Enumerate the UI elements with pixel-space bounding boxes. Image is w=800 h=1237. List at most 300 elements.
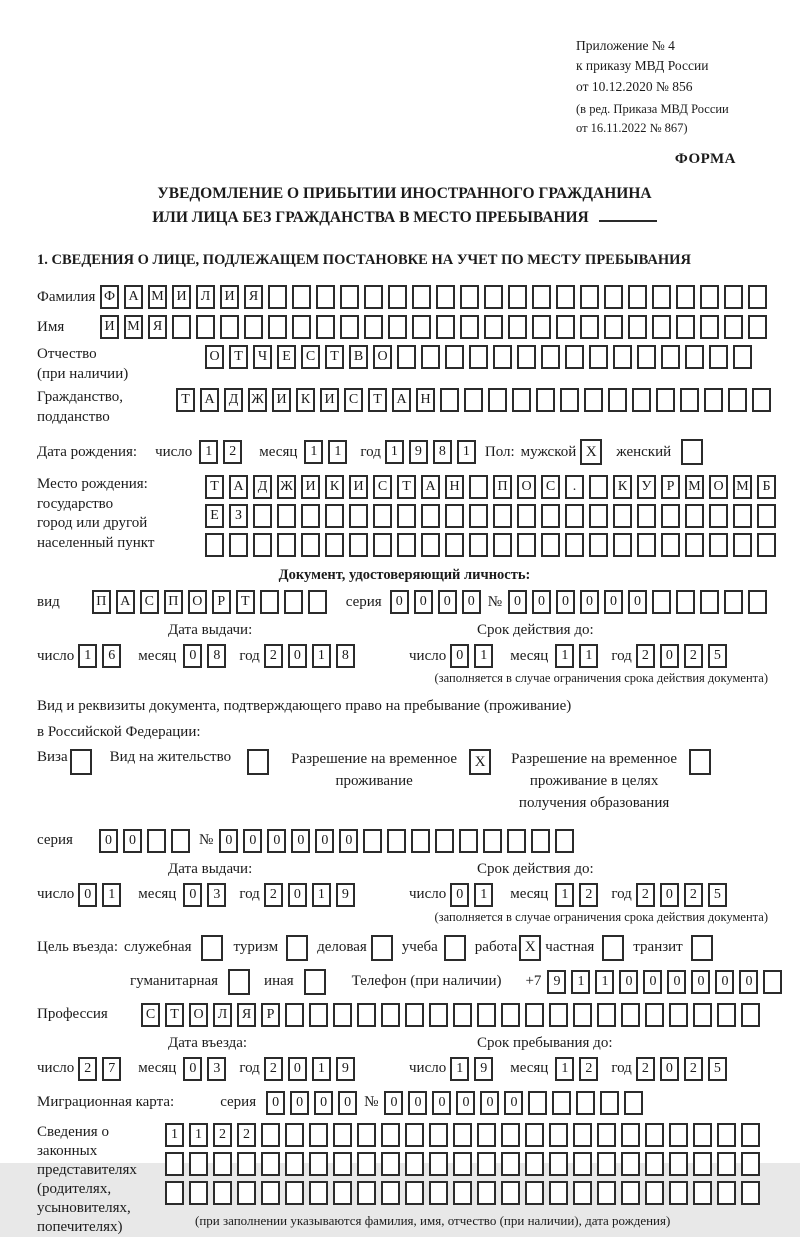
char-cell[interactable] — [469, 345, 488, 369]
char-cell[interactable]: 7 — [102, 1057, 121, 1081]
char-cell[interactable] — [488, 388, 507, 412]
char-cell[interactable] — [373, 533, 392, 557]
char-cell[interactable]: 0 — [243, 829, 262, 853]
char-cell[interactable] — [453, 1181, 472, 1205]
char-cell[interactable] — [580, 315, 599, 339]
char-cell[interactable]: О — [709, 475, 728, 499]
char-cell[interactable]: 0 — [183, 883, 202, 907]
temp-residence-checkbox[interactable]: X — [469, 749, 491, 775]
char-cell[interactable] — [517, 504, 536, 528]
char-cell[interactable]: М — [124, 315, 143, 339]
char-cell[interactable]: 0 — [414, 590, 433, 614]
char-cell[interactable]: 6 — [102, 644, 121, 668]
char-cell[interactable] — [555, 829, 574, 853]
char-cell[interactable] — [508, 315, 527, 339]
char-cell[interactable] — [604, 285, 623, 309]
char-cell[interactable]: 2 — [579, 1057, 598, 1081]
purpose-private-checkbox[interactable] — [602, 935, 624, 961]
char-cell[interactable]: 0 — [390, 590, 409, 614]
char-cell[interactable] — [597, 1181, 616, 1205]
char-cell[interactable]: О — [517, 475, 536, 499]
char-cell[interactable]: 1 — [304, 440, 323, 464]
char-cell[interactable] — [608, 388, 627, 412]
char-cell[interactable] — [580, 285, 599, 309]
char-cell[interactable] — [460, 285, 479, 309]
char-cell[interactable] — [517, 533, 536, 557]
char-cell[interactable]: 2 — [223, 440, 242, 464]
char-cell[interactable] — [469, 475, 488, 499]
char-cell[interactable] — [429, 1152, 448, 1176]
char-cell[interactable]: 0 — [338, 1091, 357, 1115]
char-cell[interactable] — [285, 1003, 304, 1027]
char-cell[interactable] — [621, 1123, 640, 1147]
char-cell[interactable] — [532, 315, 551, 339]
char-cell[interactable] — [676, 315, 695, 339]
char-cell[interactable] — [387, 829, 406, 853]
char-cell[interactable] — [277, 504, 296, 528]
char-cell[interactable] — [292, 315, 311, 339]
char-cell[interactable]: 0 — [288, 1057, 307, 1081]
char-cell[interactable] — [621, 1181, 640, 1205]
char-cell[interactable] — [556, 315, 575, 339]
char-cell[interactable]: О — [205, 345, 224, 369]
char-cell[interactable] — [309, 1181, 328, 1205]
char-cell[interactable] — [421, 345, 440, 369]
char-cell[interactable] — [397, 504, 416, 528]
char-cell[interactable] — [693, 1152, 712, 1176]
char-cell[interactable]: 1 — [385, 440, 404, 464]
char-cell[interactable]: Е — [277, 345, 296, 369]
char-cell[interactable]: 2 — [684, 644, 703, 668]
char-cell[interactable]: В — [349, 345, 368, 369]
char-cell[interactable] — [741, 1003, 760, 1027]
char-cell[interactable]: 1 — [165, 1123, 184, 1147]
char-cell[interactable]: З — [229, 504, 248, 528]
char-cell[interactable]: С — [301, 345, 320, 369]
char-cell[interactable] — [483, 829, 502, 853]
visa-checkbox[interactable] — [70, 749, 92, 775]
char-cell[interactable]: 1 — [189, 1123, 208, 1147]
char-cell[interactable] — [573, 1181, 592, 1205]
char-cell[interactable] — [669, 1003, 688, 1027]
char-cell[interactable]: Н — [445, 475, 464, 499]
purpose-tourism-checkbox[interactable] — [286, 935, 308, 961]
char-cell[interactable] — [724, 315, 743, 339]
char-cell[interactable] — [748, 285, 767, 309]
char-cell[interactable] — [237, 1181, 256, 1205]
char-cell[interactable] — [724, 285, 743, 309]
char-cell[interactable] — [613, 504, 632, 528]
char-cell[interactable]: С — [373, 475, 392, 499]
char-cell[interactable]: У — [637, 475, 656, 499]
char-cell[interactable] — [411, 829, 430, 853]
char-cell[interactable] — [285, 1181, 304, 1205]
char-cell[interactable] — [388, 285, 407, 309]
char-cell[interactable]: И — [100, 315, 119, 339]
char-cell[interactable]: 0 — [508, 590, 527, 614]
char-cell[interactable]: Я — [244, 285, 263, 309]
char-cell[interactable]: 1 — [312, 1057, 331, 1081]
char-cell[interactable] — [340, 285, 359, 309]
char-cell[interactable] — [613, 533, 632, 557]
char-cell[interactable] — [565, 504, 584, 528]
char-cell[interactable] — [661, 345, 680, 369]
char-cell[interactable] — [493, 345, 512, 369]
char-cell[interactable]: 8 — [336, 644, 355, 668]
char-cell[interactable] — [600, 1091, 619, 1115]
char-cell[interactable] — [589, 475, 608, 499]
char-cell[interactable] — [165, 1152, 184, 1176]
char-cell[interactable] — [172, 315, 191, 339]
char-cell[interactable] — [549, 1123, 568, 1147]
char-cell[interactable] — [741, 1123, 760, 1147]
char-cell[interactable] — [709, 504, 728, 528]
char-cell[interactable]: 0 — [183, 644, 202, 668]
char-cell[interactable] — [685, 345, 704, 369]
char-cell[interactable]: Л — [213, 1003, 232, 1027]
char-cell[interactable] — [435, 829, 454, 853]
char-cell[interactable] — [261, 1152, 280, 1176]
char-cell[interactable] — [381, 1181, 400, 1205]
char-cell[interactable] — [445, 504, 464, 528]
char-cell[interactable] — [445, 345, 464, 369]
char-cell[interactable]: 1 — [102, 883, 121, 907]
char-cell[interactable]: И — [220, 285, 239, 309]
char-cell[interactable] — [628, 315, 647, 339]
char-cell[interactable] — [512, 388, 531, 412]
char-cell[interactable] — [388, 315, 407, 339]
char-cell[interactable]: П — [164, 590, 183, 614]
char-cell[interactable]: 9 — [336, 883, 355, 907]
char-cell[interactable]: 0 — [288, 644, 307, 668]
char-cell[interactable]: Т — [397, 475, 416, 499]
char-cell[interactable]: С — [541, 475, 560, 499]
char-cell[interactable] — [645, 1123, 664, 1147]
char-cell[interactable] — [333, 1181, 352, 1205]
char-cell[interactable]: М — [685, 475, 704, 499]
char-cell[interactable] — [484, 315, 503, 339]
char-cell[interactable] — [349, 504, 368, 528]
char-cell[interactable] — [536, 388, 555, 412]
char-cell[interactable] — [680, 388, 699, 412]
char-cell[interactable] — [477, 1003, 496, 1027]
char-cell[interactable] — [340, 315, 359, 339]
char-cell[interactable] — [213, 1181, 232, 1205]
char-cell[interactable] — [621, 1003, 640, 1027]
purpose-work-checkbox[interactable]: X — [519, 935, 541, 961]
char-cell[interactable]: Т — [325, 345, 344, 369]
char-cell[interactable] — [253, 504, 272, 528]
char-cell[interactable] — [237, 1152, 256, 1176]
char-cell[interactable] — [676, 590, 695, 614]
char-cell[interactable] — [309, 1003, 328, 1027]
char-cell[interactable] — [652, 285, 671, 309]
char-cell[interactable] — [525, 1181, 544, 1205]
char-cell[interactable] — [733, 533, 752, 557]
char-cell[interactable] — [717, 1003, 736, 1027]
char-cell[interactable]: 1 — [199, 440, 218, 464]
char-cell[interactable]: П — [493, 475, 512, 499]
char-cell[interactable] — [268, 315, 287, 339]
char-cell[interactable] — [493, 504, 512, 528]
char-cell[interactable] — [244, 315, 263, 339]
char-cell[interactable] — [757, 533, 776, 557]
char-cell[interactable] — [589, 504, 608, 528]
char-cell[interactable] — [405, 1181, 424, 1205]
char-cell[interactable] — [260, 590, 279, 614]
char-cell[interactable] — [573, 1003, 592, 1027]
char-cell[interactable]: 2 — [213, 1123, 232, 1147]
char-cell[interactable]: 9 — [547, 970, 566, 994]
char-cell[interactable] — [676, 285, 695, 309]
char-cell[interactable] — [261, 1123, 280, 1147]
char-cell[interactable] — [412, 285, 431, 309]
char-cell[interactable] — [700, 315, 719, 339]
char-cell[interactable] — [436, 285, 455, 309]
char-cell[interactable] — [704, 388, 723, 412]
char-cell[interactable]: П — [92, 590, 111, 614]
char-cell[interactable]: 2 — [264, 1057, 283, 1081]
char-cell[interactable]: 5 — [708, 644, 727, 668]
char-cell[interactable] — [357, 1181, 376, 1205]
char-cell[interactable]: К — [325, 475, 344, 499]
char-cell[interactable] — [501, 1123, 520, 1147]
char-cell[interactable]: А — [116, 590, 135, 614]
char-cell[interactable]: 0 — [739, 970, 758, 994]
char-cell[interactable]: 0 — [462, 590, 481, 614]
purpose-study-checkbox[interactable] — [444, 935, 466, 961]
char-cell[interactable] — [724, 590, 743, 614]
char-cell[interactable] — [253, 533, 272, 557]
char-cell[interactable]: 0 — [715, 970, 734, 994]
char-cell[interactable] — [373, 504, 392, 528]
char-cell[interactable]: Д — [224, 388, 243, 412]
char-cell[interactable]: 0 — [643, 970, 662, 994]
char-cell[interactable] — [541, 345, 560, 369]
char-cell[interactable] — [508, 285, 527, 309]
char-cell[interactable]: К — [296, 388, 315, 412]
char-cell[interactable]: 1 — [78, 644, 97, 668]
char-cell[interactable]: 1 — [474, 644, 493, 668]
char-cell[interactable] — [632, 388, 651, 412]
char-cell[interactable]: М — [733, 475, 752, 499]
char-cell[interactable] — [171, 829, 190, 853]
char-cell[interactable]: 2 — [636, 644, 655, 668]
char-cell[interactable] — [573, 1123, 592, 1147]
char-cell[interactable]: 1 — [474, 883, 493, 907]
char-cell[interactable]: 9 — [336, 1057, 355, 1081]
char-cell[interactable] — [333, 1123, 352, 1147]
char-cell[interactable] — [661, 533, 680, 557]
char-cell[interactable]: 0 — [456, 1091, 475, 1115]
char-cell[interactable] — [460, 315, 479, 339]
char-cell[interactable] — [709, 345, 728, 369]
char-cell[interactable]: А — [392, 388, 411, 412]
char-cell[interactable]: 0 — [266, 1091, 285, 1115]
char-cell[interactable] — [700, 590, 719, 614]
char-cell[interactable]: 0 — [99, 829, 118, 853]
char-cell[interactable] — [693, 1123, 712, 1147]
char-cell[interactable] — [429, 1181, 448, 1205]
char-cell[interactable]: 0 — [291, 829, 310, 853]
char-cell[interactable]: 3 — [207, 883, 226, 907]
char-cell[interactable] — [669, 1123, 688, 1147]
char-cell[interactable] — [196, 315, 215, 339]
char-cell[interactable] — [493, 533, 512, 557]
char-cell[interactable] — [645, 1152, 664, 1176]
char-cell[interactable]: 1 — [595, 970, 614, 994]
char-cell[interactable]: 2 — [684, 883, 703, 907]
char-cell[interactable]: Л — [196, 285, 215, 309]
char-cell[interactable]: А — [229, 475, 248, 499]
char-cell[interactable] — [528, 1091, 547, 1115]
char-cell[interactable] — [700, 285, 719, 309]
char-cell[interactable] — [709, 533, 728, 557]
char-cell[interactable] — [637, 533, 656, 557]
char-cell[interactable]: 1 — [312, 644, 331, 668]
char-cell[interactable] — [477, 1123, 496, 1147]
char-cell[interactable] — [285, 1152, 304, 1176]
char-cell[interactable] — [549, 1181, 568, 1205]
char-cell[interactable]: 9 — [474, 1057, 493, 1081]
char-cell[interactable]: Р — [212, 590, 231, 614]
char-cell[interactable] — [525, 1123, 544, 1147]
char-cell[interactable]: Т — [368, 388, 387, 412]
char-cell[interactable]: И — [320, 388, 339, 412]
char-cell[interactable]: Т — [165, 1003, 184, 1027]
char-cell[interactable]: 0 — [556, 590, 575, 614]
char-cell[interactable] — [381, 1003, 400, 1027]
char-cell[interactable] — [429, 1003, 448, 1027]
char-cell[interactable] — [560, 388, 579, 412]
purpose-business-checkbox[interactable] — [371, 935, 393, 961]
char-cell[interactable] — [507, 829, 526, 853]
char-cell[interactable] — [261, 1181, 280, 1205]
char-cell[interactable]: 3 — [207, 1057, 226, 1081]
char-cell[interactable] — [501, 1152, 520, 1176]
char-cell[interactable] — [597, 1003, 616, 1027]
char-cell[interactable]: С — [141, 1003, 160, 1027]
char-cell[interactable] — [589, 345, 608, 369]
char-cell[interactable] — [412, 315, 431, 339]
char-cell[interactable]: 0 — [288, 883, 307, 907]
char-cell[interactable]: Т — [205, 475, 224, 499]
char-cell[interactable] — [501, 1003, 520, 1027]
char-cell[interactable]: 0 — [450, 644, 469, 668]
char-cell[interactable] — [517, 345, 536, 369]
char-cell[interactable] — [584, 388, 603, 412]
char-cell[interactable] — [556, 285, 575, 309]
char-cell[interactable]: 2 — [264, 883, 283, 907]
char-cell[interactable] — [381, 1123, 400, 1147]
char-cell[interactable] — [589, 533, 608, 557]
char-cell[interactable]: Б — [757, 475, 776, 499]
char-cell[interactable] — [459, 829, 478, 853]
char-cell[interactable] — [325, 504, 344, 528]
char-cell[interactable]: 0 — [438, 590, 457, 614]
char-cell[interactable]: 0 — [691, 970, 710, 994]
char-cell[interactable] — [549, 1152, 568, 1176]
char-cell[interactable]: Н — [416, 388, 435, 412]
char-cell[interactable] — [477, 1152, 496, 1176]
char-cell[interactable] — [147, 829, 166, 853]
char-cell[interactable] — [576, 1091, 595, 1115]
char-cell[interactable] — [405, 1003, 424, 1027]
char-cell[interactable] — [763, 970, 782, 994]
char-cell[interactable]: 1 — [555, 644, 574, 668]
purpose-humanitarian-checkbox[interactable] — [228, 969, 250, 995]
char-cell[interactable] — [285, 1123, 304, 1147]
char-cell[interactable] — [429, 1123, 448, 1147]
char-cell[interactable] — [565, 533, 584, 557]
char-cell[interactable]: 1 — [312, 883, 331, 907]
purpose-transit-checkbox[interactable] — [691, 935, 713, 961]
char-cell[interactable] — [349, 533, 368, 557]
char-cell[interactable] — [525, 1003, 544, 1027]
char-cell[interactable]: 0 — [78, 883, 97, 907]
char-cell[interactable] — [652, 590, 671, 614]
char-cell[interactable] — [453, 1003, 472, 1027]
char-cell[interactable] — [637, 504, 656, 528]
char-cell[interactable] — [525, 1152, 544, 1176]
char-cell[interactable] — [573, 1152, 592, 1176]
char-cell[interactable] — [405, 1152, 424, 1176]
char-cell[interactable] — [469, 533, 488, 557]
char-cell[interactable] — [624, 1091, 643, 1115]
char-cell[interactable]: 1 — [450, 1057, 469, 1081]
char-cell[interactable] — [357, 1003, 376, 1027]
char-cell[interactable] — [628, 285, 647, 309]
char-cell[interactable] — [205, 533, 224, 557]
char-cell[interactable]: А — [421, 475, 440, 499]
char-cell[interactable] — [757, 504, 776, 528]
char-cell[interactable] — [364, 315, 383, 339]
char-cell[interactable]: 0 — [432, 1091, 451, 1115]
char-cell[interactable] — [741, 1181, 760, 1205]
char-cell[interactable] — [436, 315, 455, 339]
char-cell[interactable]: 5 — [708, 883, 727, 907]
char-cell[interactable]: Е — [205, 504, 224, 528]
char-cell[interactable] — [541, 504, 560, 528]
char-cell[interactable] — [308, 590, 327, 614]
char-cell[interactable] — [717, 1181, 736, 1205]
char-cell[interactable]: 1 — [555, 883, 574, 907]
char-cell[interactable]: И — [349, 475, 368, 499]
char-cell[interactable] — [645, 1181, 664, 1205]
char-cell[interactable] — [333, 1152, 352, 1176]
char-cell[interactable]: 1 — [571, 970, 590, 994]
char-cell[interactable] — [165, 1181, 184, 1205]
char-cell[interactable] — [469, 504, 488, 528]
char-cell[interactable]: 0 — [480, 1091, 499, 1115]
char-cell[interactable] — [464, 388, 483, 412]
char-cell[interactable] — [421, 504, 440, 528]
char-cell[interactable]: Р — [661, 475, 680, 499]
sex-female-checkbox[interactable] — [681, 439, 703, 465]
char-cell[interactable]: 2 — [579, 883, 598, 907]
char-cell[interactable] — [440, 388, 459, 412]
char-cell[interactable] — [229, 533, 248, 557]
char-cell[interactable]: 0 — [267, 829, 286, 853]
char-cell[interactable] — [693, 1181, 712, 1205]
char-cell[interactable] — [728, 388, 747, 412]
char-cell[interactable]: О — [373, 345, 392, 369]
char-cell[interactable] — [309, 1123, 328, 1147]
char-cell[interactable] — [661, 504, 680, 528]
char-cell[interactable]: 0 — [580, 590, 599, 614]
char-cell[interactable] — [316, 285, 335, 309]
char-cell[interactable] — [381, 1152, 400, 1176]
